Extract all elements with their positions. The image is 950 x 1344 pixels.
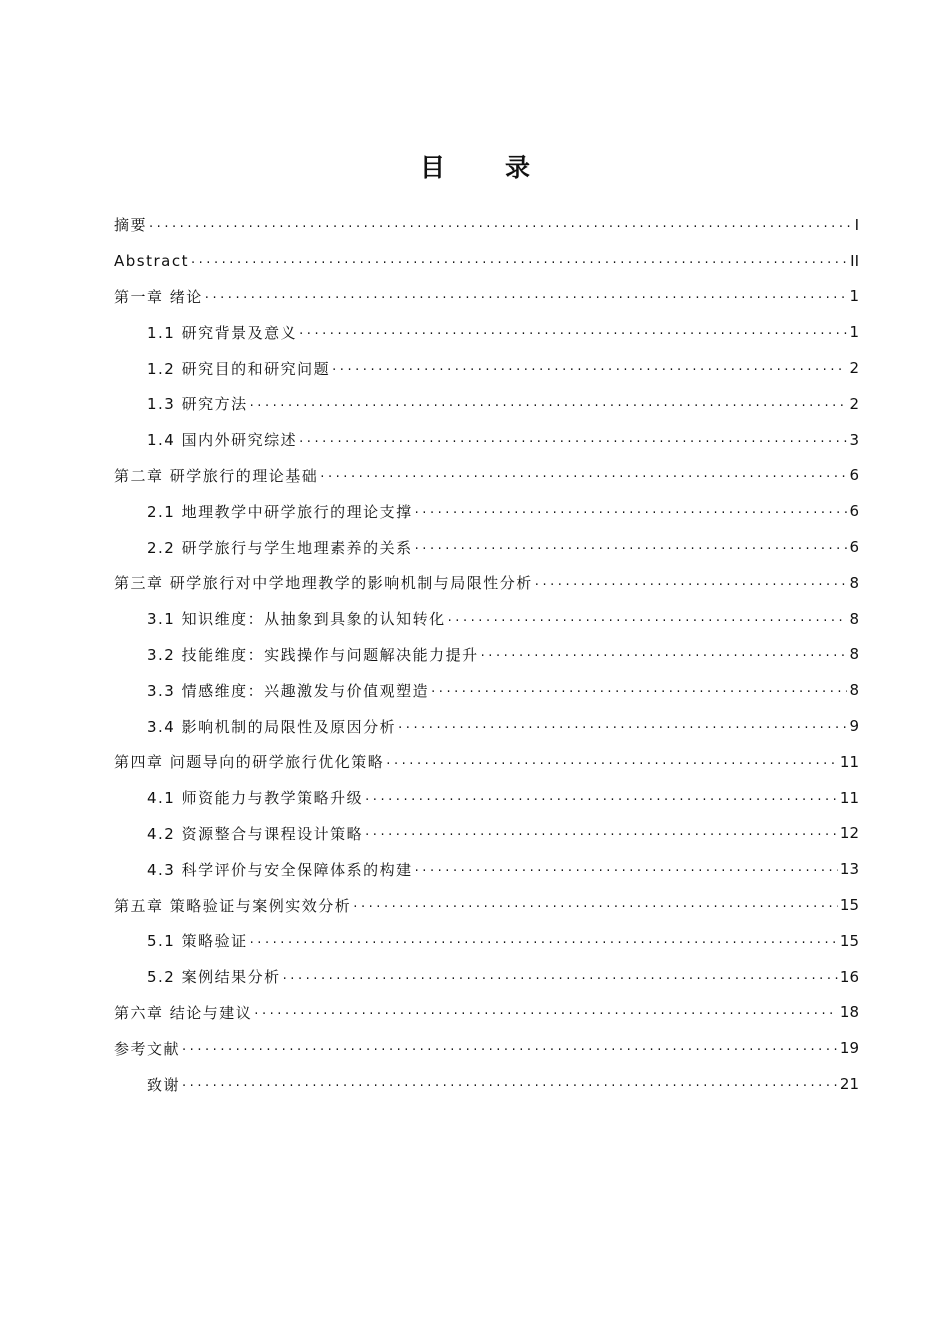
toc-entry[interactable] xyxy=(114,565,859,601)
dot-leader xyxy=(149,216,853,234)
page-title: 目录 xyxy=(419,153,590,182)
toc-entry[interactable] xyxy=(114,386,859,422)
toc-entry-page: 6 xyxy=(849,466,859,485)
toc-entry-title: 致谢 xyxy=(147,1075,181,1094)
toc-entry[interactable] xyxy=(114,458,859,494)
dot-leader xyxy=(182,1075,838,1093)
toc-entry-title: 第四章 问题导向的研学旅行优化策略 xyxy=(114,753,385,772)
toc-entry-page: 15 xyxy=(839,931,859,950)
dot-leader xyxy=(415,538,848,556)
toc-entry-page: II xyxy=(850,251,859,270)
dot-leader xyxy=(283,968,838,986)
dot-leader xyxy=(299,323,847,341)
dot-leader xyxy=(332,359,847,377)
toc-entry-title: 4.1 师资能力与教学策略升级 xyxy=(147,789,364,808)
toc-entry-title: 2.1 地理教学中研学旅行的理论支撑 xyxy=(147,502,413,521)
toc-entry[interactable] xyxy=(114,923,859,959)
toc-entry[interactable] xyxy=(114,816,859,852)
toc-entry-title: 3.1 知识维度：从抽象到具象的认知转化 xyxy=(147,610,446,629)
dot-leader xyxy=(365,789,838,807)
toc-entry-page: 2 xyxy=(849,359,859,378)
dot-leader xyxy=(398,717,847,735)
toc-entry-title: 1.4 国内外研究综述 xyxy=(147,431,298,450)
dot-leader xyxy=(535,574,848,592)
toc-entry-title: 摘要 xyxy=(114,216,148,235)
toc-entry-page: 6 xyxy=(849,502,859,521)
toc-entry-page: 16 xyxy=(839,967,859,986)
dot-leader xyxy=(254,1003,838,1021)
toc-entry-title: Abstract xyxy=(114,251,189,270)
toc-entry-page: 8 xyxy=(849,645,859,664)
toc-entry[interactable] xyxy=(114,207,859,243)
toc-entry-title: 第一章 绪论 xyxy=(114,287,203,306)
dot-leader xyxy=(250,932,838,950)
toc-entry-page: 18 xyxy=(839,1003,859,1022)
toc-entry-title: 3.3 情感维度：兴趣激发与价值观塑造 xyxy=(147,681,430,700)
toc-entry-title: 第二章 研学旅行的理论基础 xyxy=(114,466,319,485)
toc-entry[interactable] xyxy=(114,601,859,637)
toc-entry[interactable] xyxy=(114,851,859,887)
toc-entry-title: 3.2 技能维度：实践操作与问题解决能力提升 xyxy=(147,645,479,664)
toc-entry-page: 8 xyxy=(849,609,859,628)
toc-entry[interactable] xyxy=(114,637,859,673)
toc-entry-page: 12 xyxy=(839,824,859,843)
toc-entry[interactable] xyxy=(114,279,859,315)
toc-entry-page: 2 xyxy=(849,394,859,413)
toc-entry-title: 5.1 策略验证 xyxy=(147,932,248,951)
dot-leader xyxy=(191,252,848,270)
toc-entry-title: 第六章 结论与建议 xyxy=(114,1003,253,1022)
toc-entry[interactable] xyxy=(114,314,859,350)
toc-entry-page: 8 xyxy=(849,573,859,592)
toc-entry[interactable] xyxy=(114,672,859,708)
toc-entry-page: 1 xyxy=(849,323,859,342)
toc-entry[interactable] xyxy=(114,1066,859,1102)
toc-entry[interactable] xyxy=(114,1030,859,1066)
toc-entry-title: 1.2 研究目的和研究问题 xyxy=(147,359,331,378)
dot-leader xyxy=(481,645,848,663)
dot-leader xyxy=(299,431,847,449)
toc-entry-title: 第三章 研学旅行对中学地理教学的影响机制与局限性分析 xyxy=(114,574,533,593)
toc-entry-page: 8 xyxy=(849,681,859,700)
dot-leader xyxy=(353,896,838,914)
dot-leader xyxy=(365,824,838,842)
toc-entry-title: 1.1 研究背景及意义 xyxy=(147,323,298,342)
toc-entry-page: 11 xyxy=(839,788,859,807)
toc-entry-page: 11 xyxy=(839,752,859,771)
toc-entry-title: 参考文献 xyxy=(114,1039,181,1058)
toc-entry-title: 5.2 案例结果分析 xyxy=(147,968,281,987)
dot-leader xyxy=(205,287,848,305)
dot-leader xyxy=(250,395,848,413)
toc-entry-title: 3.4 影响机制的局限性及原因分析 xyxy=(147,717,397,736)
dot-leader xyxy=(431,681,847,699)
toc-entry-page: 9 xyxy=(849,717,859,736)
toc-entry[interactable] xyxy=(114,780,859,816)
table-of-contents xyxy=(114,207,859,1102)
toc-entry[interactable] xyxy=(114,243,859,279)
toc-entry[interactable] xyxy=(114,959,859,995)
dot-leader xyxy=(415,502,848,520)
toc-entry-title: 4.2 资源整合与课程设计策略 xyxy=(147,824,364,843)
dot-leader xyxy=(415,860,838,878)
toc-entry[interactable] xyxy=(114,422,859,458)
dot-leader xyxy=(448,610,848,628)
toc-entry-page: 3 xyxy=(849,430,859,449)
toc-entry[interactable] xyxy=(114,887,859,923)
toc-entry-title: 1.3 研究方法 xyxy=(147,395,248,414)
toc-entry-page: 1 xyxy=(849,287,859,306)
toc-entry-page: 13 xyxy=(839,860,859,879)
dot-leader xyxy=(320,466,847,484)
toc-entry-title: 第五章 策略验证与案例实效分析 xyxy=(114,896,352,915)
toc-entry[interactable] xyxy=(114,708,859,744)
toc-entry-title: 2.2 研学旅行与学生地理素养的关系 xyxy=(147,538,413,557)
toc-entry[interactable] xyxy=(114,493,859,529)
toc-entry-page: 21 xyxy=(839,1075,859,1094)
dot-leader xyxy=(182,1039,838,1057)
toc-entry-page: 19 xyxy=(839,1039,859,1058)
toc-entry-page: 15 xyxy=(839,896,859,915)
toc-entry-page: I xyxy=(854,215,859,234)
toc-entry-page: 6 xyxy=(849,538,859,557)
dot-leader xyxy=(386,753,838,771)
toc-entry[interactable] xyxy=(114,350,859,386)
toc-entry[interactable] xyxy=(114,995,859,1031)
toc-entry[interactable] xyxy=(114,529,859,565)
toc-entry-title: 4.3 科学评价与安全保障体系的构建 xyxy=(147,860,413,879)
toc-entry[interactable] xyxy=(114,744,859,780)
